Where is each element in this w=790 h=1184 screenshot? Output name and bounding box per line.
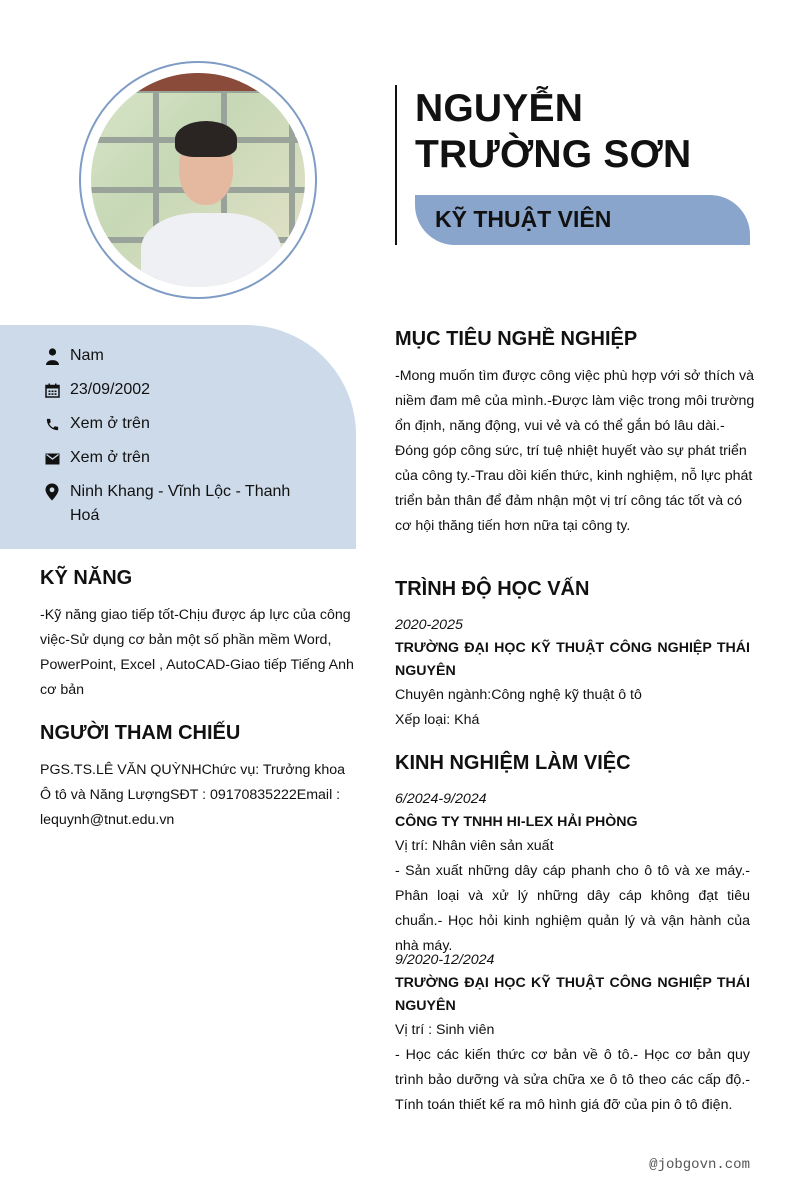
- avatar-hair: [175, 121, 237, 157]
- contact-text: Ninh Khang - Vĩnh Lộc - Thanh Hoá: [70, 483, 291, 524]
- location-pin-icon: [44, 480, 60, 504]
- email-icon: [44, 446, 60, 470]
- experience-company: TRƯỜNG ĐẠI HỌC KỸ THUẬT CÔNG NGHIỆP THÁI NGUYÊN: [395, 975, 750, 1014]
- avatar-photo: [91, 73, 305, 287]
- person-icon: [44, 344, 60, 368]
- objective-text: -Mong muốn tìm được công việc phù hợp với sở thích và niềm đam mê của mình.-Được làm việc trong môi trường ổn định, năng động, vui vẻ và có thể gắn bó lâu dài.-Đóng góp công sức, trí tuệ nhiệt huyết vào sự phát triển của công ty.-Trau dồi kiến thức, kinh nghiệm, nỗ lực phát triển bản thân để đảm nhận một vị trí công tác tốt và có cơ hội thăng tiến hơn nữa tại công ty.: [395, 368, 755, 534]
- name-divider: [395, 85, 397, 245]
- education-school: TRƯỜNG ĐẠI HỌC KỸ THUẬT CÔNG NGHIỆP THÁI NGUYÊN: [395, 640, 750, 679]
- education-major: Chuyên ngành:Công nghệ kỹ thuật ô tô: [395, 687, 642, 703]
- experience-position: Vị trí: Nhân viên sản xuất: [395, 838, 554, 854]
- contact-phone: [44, 412, 295, 436]
- contact-text: Nam: [70, 347, 104, 364]
- calendar-icon: [44, 378, 60, 402]
- references-text: PGS.TS.LÊ VĂN QUỲNHChức vụ: Trưởng khoa Ô tô và Năng LượngSĐT : 09170835222Email : lequynh@tnut.edu.vn: [40, 762, 346, 828]
- skills-text: -Kỹ năng giao tiếp tốt-Chịu được áp lực của công việc-Sử dụng cơ bản một số phần mềm Word, PowerPoint, Excel , AutoCAD-Giao tiếp Tiếng Anh cơ bản: [40, 607, 354, 698]
- experience-heading: KINH NGHIỆM LÀM VIỆC: [395, 752, 631, 774]
- education-period: 2020-2025: [395, 617, 463, 633]
- education-heading: TRÌNH ĐỘ HỌC VẤN: [395, 578, 590, 600]
- references-heading: NGƯỜI THAM CHIẾU: [40, 722, 241, 744]
- job-title-badge: [415, 195, 750, 245]
- skills-heading: KỸ NĂNG: [40, 567, 133, 589]
- experience-position: Vị trí : Sinh viên: [395, 1022, 495, 1038]
- contact-gender: [44, 344, 295, 368]
- contact-text: 23/09/2002: [70, 381, 151, 398]
- job-title: KỸ THUẬT VIÊN: [435, 206, 612, 232]
- experience-description: - Học các kiến thức cơ bản về ô tô.- Học cơ bản quy trình bảo dưỡng và sửa chữa xe ô tô theo các cấp độ.-Tính toán thiết kế ra mô hình giá đỡ của pin ô tô điện.: [395, 1047, 750, 1113]
- experience-period: 9/2020-12/2024: [395, 952, 495, 968]
- experience-company: CÔNG TY TNHH HI-LEX HẢI PHÒNG: [395, 814, 638, 830]
- education-grade: Xếp loại: Khá: [395, 712, 480, 728]
- phone-icon: [44, 412, 60, 436]
- contact-text: Xem ở trên: [70, 449, 150, 466]
- contact-text: Xem ở trên: [70, 415, 150, 432]
- experience-description: - Sản xuất những dây cáp phanh cho ô tô và xe máy.- Phân loại và xử lý những dây cáp không đạt tiêu chuẩn.- Học hỏi kinh nghiệm quản lý và vận hành của nhà máy.: [395, 863, 750, 954]
- experience-period: 6/2024-9/2024: [395, 791, 487, 807]
- contact-address: [44, 480, 295, 528]
- contact-birthdate: [44, 378, 295, 402]
- avatar-frame: [79, 61, 317, 299]
- avatar-shirt: [141, 213, 281, 287]
- candidate-name: NGUYỄN TRƯỜNG SƠN: [415, 87, 692, 176]
- objective-heading: MỤC TIÊU NGHỀ NGHIỆP: [395, 328, 638, 350]
- watermark: @jobgovn.com: [649, 1157, 750, 1173]
- contact-email: [44, 446, 295, 470]
